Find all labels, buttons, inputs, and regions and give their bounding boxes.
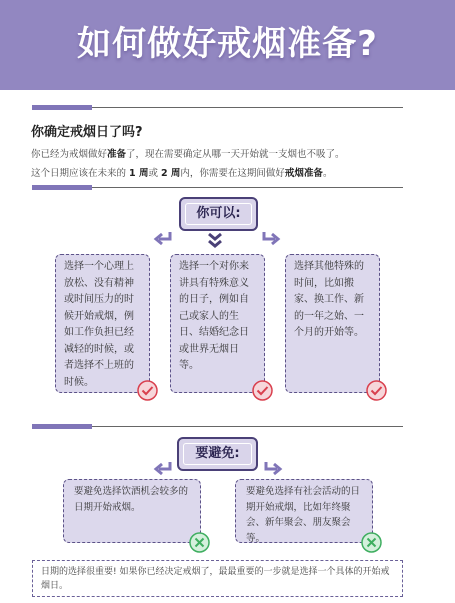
tip-card: [285, 254, 380, 393]
cross-icon: [361, 532, 382, 553]
page-title: 如何做好戒烟准备?: [77, 24, 378, 64]
check-icon: [252, 380, 273, 401]
intro-paragraph-line2: [31, 165, 332, 179]
chevron-double-down-icon: [206, 231, 224, 249]
emphasis: 准备: [107, 149, 127, 160]
divider: [92, 107, 403, 108]
intro-paragraph-line1: [31, 146, 345, 160]
pill-text: 要避免:: [195, 446, 240, 461]
arrow-down-left-icon: [153, 229, 173, 247]
avoid-card: [235, 479, 373, 543]
tip-card: [170, 254, 265, 393]
cross-icon: [189, 532, 210, 553]
avoid-card: [63, 479, 201, 543]
text-run: 了，现在需要确定从哪一天开始就一支烟也不吸了。: [126, 149, 345, 160]
text-run: 内，你需要在这期间做好: [180, 168, 285, 179]
note-text: 日期的选择很重要! 如果你已经决定戒烟了，最最重要的一步就是选择一个具体的开始戒烟日。: [41, 567, 390, 591]
header-banner: [0, 0, 455, 90]
emphasis: 1 周: [129, 168, 149, 179]
section-accent: [32, 185, 92, 190]
divider: [92, 187, 403, 188]
text-run: 你已经为戒烟做好: [31, 149, 108, 160]
avoid-text: 要避免选择有社会活动的日期开始戒烟，比如年终聚会、新年聚会、朋友聚会等。: [246, 486, 361, 544]
avoid-text: 要避免选择饮酒机会较多的日期开始戒烟。: [74, 486, 189, 513]
note-box: [32, 560, 403, 597]
pill-text: 你可以:: [196, 206, 241, 221]
text-run: 或: [148, 168, 161, 179]
arrow-down-right-icon: [263, 459, 283, 477]
tip-card: [55, 254, 150, 393]
emphasis: 戒烟准备: [284, 168, 323, 179]
check-icon: [137, 380, 158, 401]
arrow-down-left-icon: [153, 459, 173, 477]
arrow-down-right-icon: [261, 229, 281, 247]
tip-text: 选择其他特殊的时间，比如搬家、换工作、新的一年之始、一个月的开始等。: [294, 261, 364, 338]
tip-text: 选择一个心理上放松、没有精神或时间压力的时候开始戒烟，例如工作负担已经减轻的时候，或者选择不上班的时候。: [64, 261, 134, 388]
section-accent: [32, 424, 92, 429]
emphasis: 2 周: [160, 168, 181, 179]
avoid-label: [177, 437, 258, 471]
check-icon: [366, 380, 387, 401]
text-run: 。: [322, 168, 333, 179]
section-heading: 你确定戒烟日了吗?: [31, 125, 143, 140]
text-run: 这个日期应该在未来的: [31, 168, 130, 179]
divider: [92, 426, 403, 427]
tip-text: 选择一个对你来讲具有特殊意义的日子，例如自己或家人的生日、结婚纪念日或世界无烟日等。: [179, 261, 249, 371]
section-accent: [32, 105, 92, 110]
can-do-label: [179, 197, 258, 231]
